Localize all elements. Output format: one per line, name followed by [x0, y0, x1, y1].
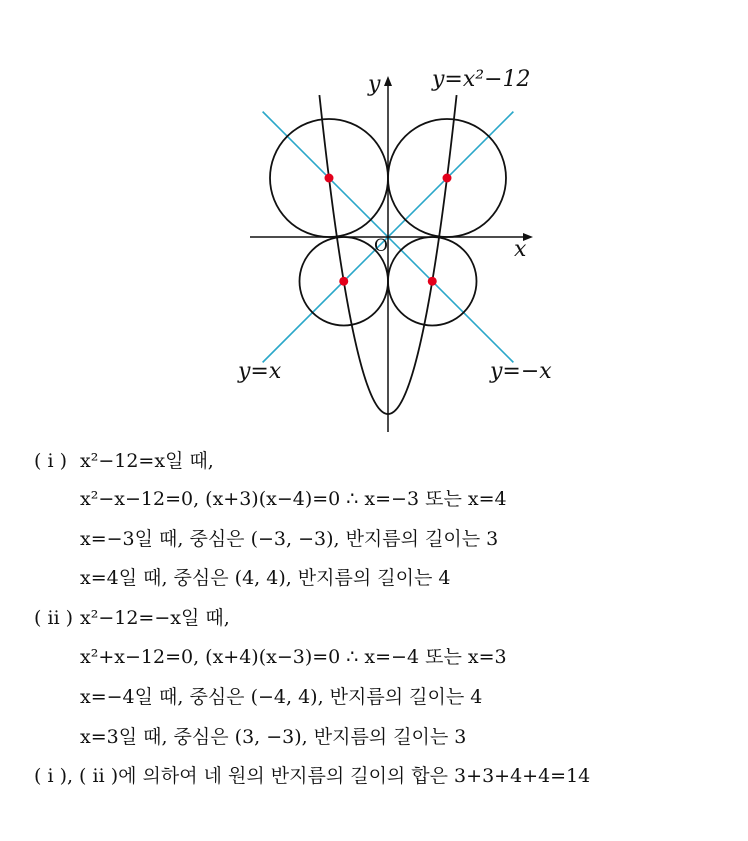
case2-equation: x²+x−12=0, (x+4)(x−3)=0 ∴ x=−4 또는 x=3 — [80, 646, 507, 668]
case2-line-b: x=3일 때, 중심은 (3, −3), 반지름의 길이는 3 — [80, 726, 467, 748]
case2-line-a: x=−4일 때, 중심은 (−4, 4), 반지름의 길이는 4 — [80, 686, 483, 708]
center-point-4 — [428, 277, 437, 286]
y-axis-arrow — [384, 76, 392, 86]
case1-line-b: x=4일 때, 중심은 (4, 4), 반지름의 길이는 4 — [80, 567, 451, 589]
case2-condition: x²−12=−x일 때, — [80, 607, 230, 629]
case2-marker: ( ⅱ ) — [34, 607, 74, 629]
case1-equation: x²−x−12=0, (x+3)(x−4)=0 ∴ x=−3 또는 x=4 — [80, 488, 507, 510]
line-pos-label: y=x — [238, 359, 282, 384]
y-axis-label: y — [368, 72, 381, 97]
center-point-2 — [443, 174, 452, 183]
case1-condition: x²−12=x일 때, — [80, 450, 214, 472]
center-point-3 — [339, 277, 348, 286]
center-point-1 — [325, 174, 334, 183]
line-neg-label: y=−x — [490, 359, 552, 384]
case1-marker: ( ⅰ ) — [34, 450, 67, 472]
x-axis-label: x — [514, 237, 527, 262]
case1-line-a: x=−3일 때, 중심은 (−3, −3), 반지름의 길이는 3 — [80, 528, 499, 550]
origin-label: O — [374, 236, 388, 256]
parabola-label: y=x²−12 — [432, 67, 531, 92]
conclusion: ( ⅰ ), ( ⅱ )에 의하여 네 원의 반지름의 길이의 합은 3+3+4+4=14 — [34, 765, 591, 787]
